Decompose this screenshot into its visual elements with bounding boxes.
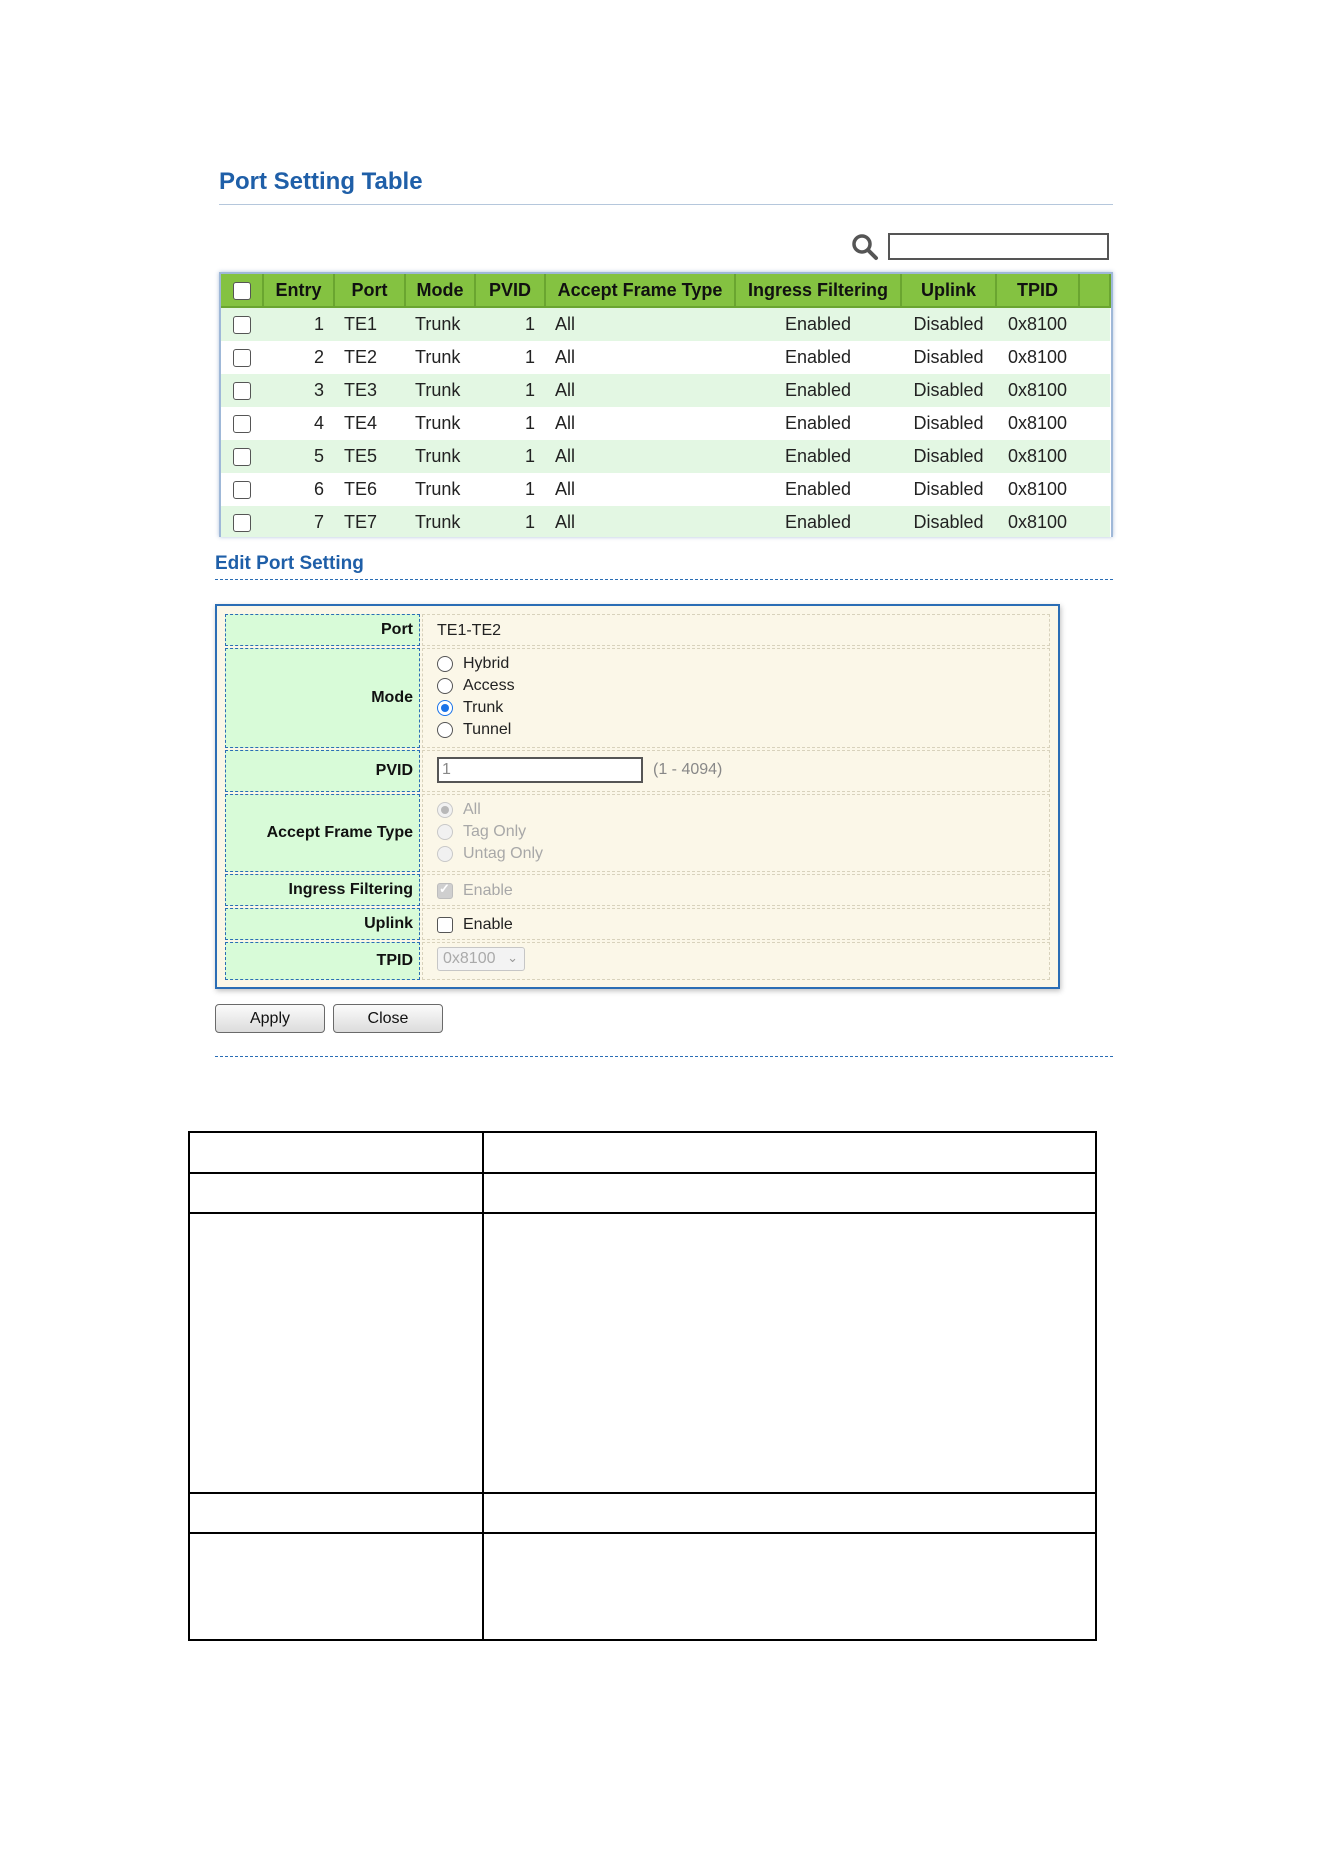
- accept-frame-type-options: [422, 794, 1050, 872]
- cell-mode: Trunk: [405, 440, 475, 473]
- cell-port: TE5: [334, 440, 405, 473]
- row-select-cell: [221, 506, 263, 537]
- cell-mode: Trunk: [405, 374, 475, 407]
- column-header-ingress-filtering[interactable]: Ingress Filtering: [735, 274, 901, 307]
- table-row-divider: [190, 1212, 1095, 1214]
- table-row[interactable]: [221, 307, 1110, 341]
- cell-port: TE6: [334, 473, 405, 506]
- ingress-filtering-label: Ingress Filtering: [225, 874, 420, 906]
- row-checkbox[interactable]: [233, 415, 251, 433]
- cell-port: TE1: [334, 307, 405, 341]
- edit-section-bottom-divider: [215, 1056, 1113, 1057]
- ingress-filtering-enable[interactable]: [437, 881, 513, 901]
- uplink-label: Uplink: [225, 908, 420, 940]
- cell-entry: 7: [263, 506, 334, 537]
- cell-accept-frame-type: All: [545, 374, 735, 407]
- table-row-divider: [190, 1172, 1095, 1174]
- column-header-pvid[interactable]: PVID: [475, 274, 545, 307]
- form-row-uplink: [225, 908, 1050, 940]
- checkbox-checked-disabled[interactable]: [437, 883, 453, 899]
- cell-port: TE4: [334, 407, 405, 440]
- uplink-enable[interactable]: [437, 915, 513, 935]
- apply-button[interactable]: Apply: [215, 1004, 325, 1033]
- option-label: Untag Only: [463, 845, 544, 862]
- cell-port: TE3: [334, 374, 405, 407]
- radio-button-selected[interactable]: [437, 700, 453, 716]
- cell-ingress-filtering: Enabled: [735, 307, 901, 341]
- column-header-port[interactable]: Port: [334, 274, 405, 307]
- radio-button[interactable]: [437, 722, 453, 738]
- radio-button-disabled[interactable]: [437, 824, 453, 840]
- cell-pvid: 1: [475, 506, 545, 537]
- cell-tpid: 0x8100: [996, 407, 1079, 440]
- tpid-cell: [422, 942, 1050, 980]
- column-header-tpid[interactable]: TPID: [996, 274, 1079, 307]
- cell-tpid: 0x8100: [996, 307, 1079, 341]
- cell-ingress-filtering: Enabled: [735, 506, 901, 537]
- pvid-cell: [422, 750, 1050, 792]
- row-checkbox[interactable]: [233, 514, 251, 532]
- cell-pvid: 1: [475, 374, 545, 407]
- table-row[interactable]: [221, 341, 1110, 374]
- cell-pvid: 1: [475, 407, 545, 440]
- search-icon[interactable]: [850, 232, 880, 262]
- cell-ingress-filtering: Enabled: [735, 374, 901, 407]
- checkbox[interactable]: [437, 917, 453, 933]
- cell-pvid: 1: [475, 307, 545, 341]
- cell-tpid: 0x8100: [996, 374, 1079, 407]
- mode-options: [422, 648, 1050, 748]
- accept-option-all[interactable]: [437, 800, 481, 820]
- cell-accept-frame-type: All: [545, 307, 735, 341]
- search-input[interactable]: [888, 233, 1109, 260]
- row-select-cell: [221, 374, 263, 407]
- cell-uplink: Disabled: [901, 440, 996, 473]
- cell-spacer: [1079, 440, 1110, 473]
- column-header-entry[interactable]: Entry: [263, 274, 334, 307]
- cell-mode: Trunk: [405, 473, 475, 506]
- accept-frame-type-label: Accept Frame Type: [225, 794, 420, 872]
- radio-button-selected-disabled[interactable]: [437, 802, 453, 818]
- cell-uplink: Disabled: [901, 341, 996, 374]
- form-row-tpid: [225, 942, 1050, 980]
- close-button[interactable]: Close: [333, 1004, 443, 1033]
- cell-spacer: [1079, 473, 1110, 506]
- cell-ingress-filtering: Enabled: [735, 341, 901, 374]
- cell-tpid: 0x8100: [996, 506, 1079, 537]
- cell-ingress-filtering: Enabled: [735, 473, 901, 506]
- table-header-row: [221, 274, 1110, 307]
- accept-option-tag-only[interactable]: [437, 822, 526, 842]
- row-checkbox[interactable]: [233, 349, 251, 367]
- cell-entry: 2: [263, 341, 334, 374]
- cell-pvid: 1: [475, 440, 545, 473]
- cell-accept-frame-type: All: [545, 473, 735, 506]
- cell-entry: 4: [263, 407, 334, 440]
- cell-spacer: [1079, 374, 1110, 407]
- radio-button-disabled[interactable]: [437, 846, 453, 862]
- cell-pvid: 1: [475, 473, 545, 506]
- row-checkbox[interactable]: [233, 481, 251, 499]
- row-checkbox[interactable]: [233, 316, 251, 334]
- option-label: Access: [463, 677, 515, 694]
- cell-accept-frame-type: All: [545, 341, 735, 374]
- uplink-cell: [422, 908, 1050, 940]
- cell-uplink: Disabled: [901, 407, 996, 440]
- mode-option-tunnel[interactable]: [437, 720, 511, 740]
- row-select-cell: [221, 440, 263, 473]
- cell-ingress-filtering: Enabled: [735, 407, 901, 440]
- table-row-divider: [190, 1532, 1095, 1534]
- cell-port: TE7: [334, 506, 405, 537]
- form-row-mode: [225, 648, 1050, 748]
- cell-entry: 1: [263, 307, 334, 341]
- port-setting-table-title: Port Setting Table: [219, 168, 423, 195]
- option-label: Hybrid: [463, 655, 510, 672]
- cell-mode: Trunk: [405, 307, 475, 341]
- pvid-range-hint: (1 - 4094): [653, 761, 723, 778]
- cell-uplink: Disabled: [901, 307, 996, 341]
- row-checkbox[interactable]: [233, 382, 251, 400]
- cell-mode: Trunk: [405, 341, 475, 374]
- cell-uplink: Disabled: [901, 473, 996, 506]
- cell-accept-frame-type: All: [545, 506, 735, 537]
- option-label: All: [463, 801, 481, 818]
- table-row[interactable]: [221, 374, 1110, 407]
- tpid-select[interactable]: [437, 947, 525, 971]
- option-label: Trunk: [463, 699, 504, 716]
- option-label: Tag Only: [463, 823, 527, 840]
- cell-tpid: 0x8100: [996, 473, 1079, 506]
- cell-mode: Trunk: [405, 407, 475, 440]
- port-label: Port: [225, 614, 420, 646]
- port-value: TE1-TE2: [437, 622, 502, 639]
- column-header-uplink[interactable]: Uplink: [901, 274, 996, 307]
- form-row-ingress-filtering: [225, 874, 1050, 906]
- cell-spacer: [1079, 307, 1110, 341]
- form-row-pvid: [225, 750, 1050, 792]
- cell-spacer: [1079, 506, 1110, 537]
- pvid-input[interactable]: [437, 757, 643, 783]
- edit-section-divider: [215, 579, 1113, 580]
- select-all-checkbox[interactable]: [233, 282, 251, 300]
- table-row[interactable]: [221, 473, 1110, 506]
- edit-port-setting-form: [215, 604, 1060, 989]
- chevron-down-icon: ⌄: [507, 950, 518, 965]
- cell-pvid: 1: [475, 341, 545, 374]
- row-checkbox[interactable]: [233, 448, 251, 466]
- cell-entry: 6: [263, 473, 334, 506]
- mode-label: Mode: [225, 648, 420, 748]
- option-label: Enable: [463, 916, 513, 933]
- cell-accept-frame-type: All: [545, 407, 735, 440]
- option-label: Tunnel: [463, 721, 512, 738]
- ingress-filtering-cell: [422, 874, 1050, 906]
- cell-tpid: 0x8100: [996, 440, 1079, 473]
- row-select-cell: [221, 341, 263, 374]
- row-select-cell: [221, 473, 263, 506]
- mode-option-hybrid[interactable]: [437, 654, 509, 674]
- cell-tpid: 0x8100: [996, 341, 1079, 374]
- cell-entry: 3: [263, 374, 334, 407]
- table-column-divider: [482, 1133, 484, 1639]
- port-setting-table: [219, 272, 1113, 537]
- row-select-cell: [221, 307, 263, 341]
- cell-port: TE2: [334, 341, 405, 374]
- column-header-accept-frame-type[interactable]: Accept Frame Type: [545, 274, 735, 307]
- tpid-selected-value: 0x8100: [443, 950, 496, 967]
- mode-option-trunk[interactable]: [437, 698, 503, 718]
- cell-entry: 5: [263, 440, 334, 473]
- select-all-header: [221, 274, 263, 307]
- column-header-spacer: [1079, 274, 1110, 307]
- row-select-cell: [221, 407, 263, 440]
- table-row[interactable]: [221, 440, 1110, 473]
- table-row-divider: [190, 1492, 1095, 1494]
- cell-accept-frame-type: All: [545, 440, 735, 473]
- column-header-mode[interactable]: Mode: [405, 274, 475, 307]
- radio-button[interactable]: [437, 678, 453, 694]
- cell-mode: Trunk: [405, 506, 475, 537]
- mode-option-access[interactable]: [437, 676, 515, 696]
- cell-uplink: Disabled: [901, 506, 996, 537]
- cell-ingress-filtering: Enabled: [735, 440, 901, 473]
- title-divider: [219, 204, 1113, 205]
- description-table: [188, 1131, 1097, 1641]
- form-row-port: [225, 614, 1050, 646]
- cell-spacer: [1079, 341, 1110, 374]
- table-row[interactable]: [221, 407, 1110, 440]
- radio-button[interactable]: [437, 656, 453, 672]
- edit-port-setting-title: Edit Port Setting: [215, 553, 364, 574]
- port-value-cell: [422, 614, 1050, 646]
- table-row[interactable]: [221, 506, 1110, 537]
- option-label: Enable: [463, 882, 513, 899]
- form-row-accept-frame-type: [225, 794, 1050, 872]
- tpid-label: TPID: [225, 942, 420, 980]
- cell-uplink: Disabled: [901, 374, 996, 407]
- accept-option-untag-only[interactable]: [437, 844, 543, 864]
- cell-spacer: [1079, 407, 1110, 440]
- pvid-label: PVID: [225, 750, 420, 792]
